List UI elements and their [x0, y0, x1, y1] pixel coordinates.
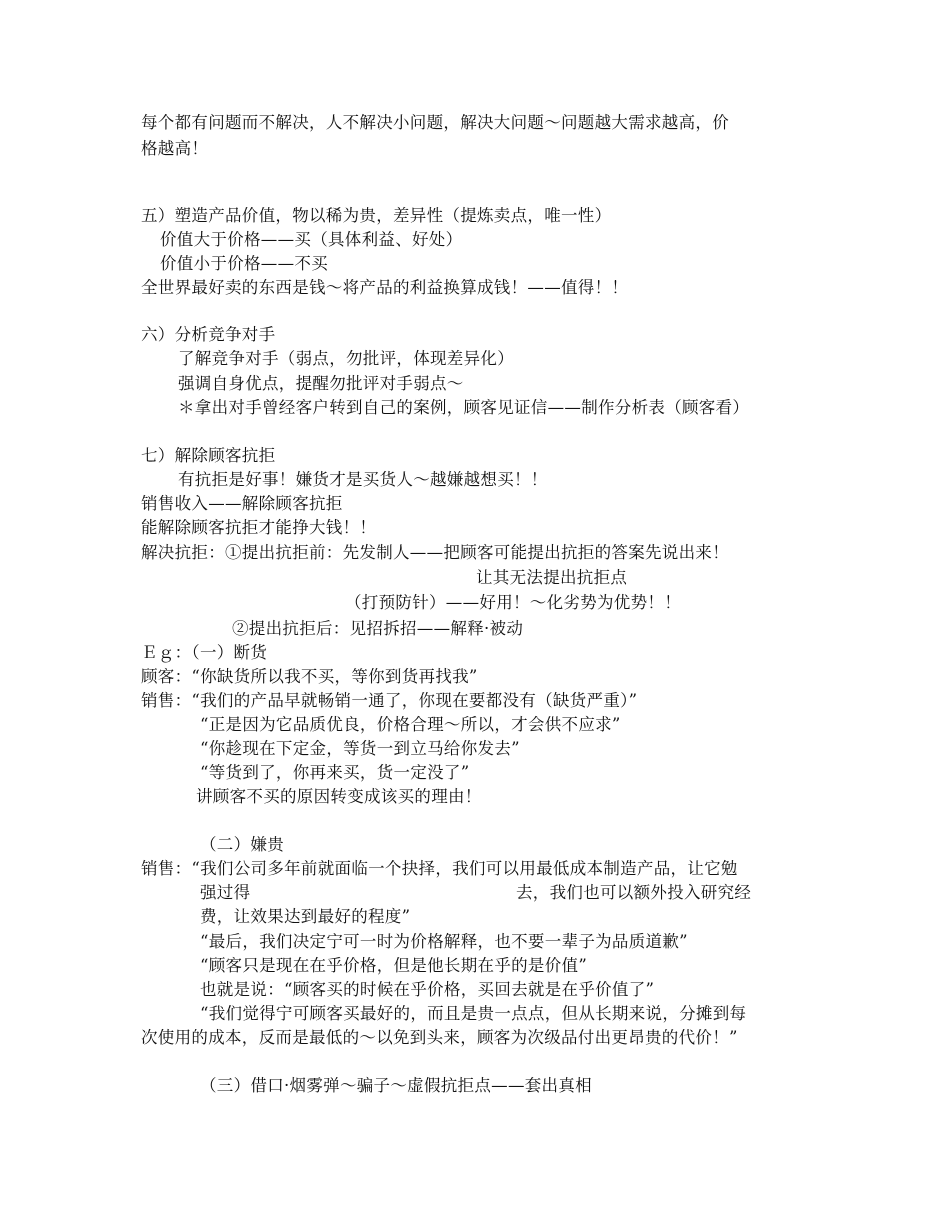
text-line: “你趁现在下定金，等货一到立马给你发去”: [200, 739, 520, 758]
text-line: “最后，我们决定宁可一时为价格解释，也不要一辈子为品质道歉”: [200, 932, 688, 951]
text-line: “正是因为它品质优良，价格合理～所以，才会供不应求”: [200, 715, 621, 734]
text-line: 让其无法提出抗拒点: [476, 568, 628, 587]
text-line: ②提出抗拒后：见招拆招——解释·被动: [232, 619, 524, 638]
text-line: 销售收入——解除顾客抗拒: [141, 494, 343, 513]
text-line: 也就是说：“顾客买的时候在乎价格，买回去就是在乎价值了”: [200, 980, 655, 999]
subsection-heading: （三）借口·烟雾弹～骗子～虚假抗拒点——套出真相: [200, 1076, 592, 1095]
text-line: 讲顾客不买的原因转变成该买的理由！: [196, 787, 482, 806]
text-line: 价值小于价格——不买: [160, 254, 328, 273]
text-line: 销售：“我们的产品早就畅销一通了，你现在要都没有（缺货严重）”: [141, 691, 638, 710]
text-line: 费，让效果达到最好的程度”: [200, 907, 411, 926]
text-line: 次使用的成本，反而是最低的～以免到头来，顾客为次级品付出更昂贵的代价！”: [141, 1028, 738, 1047]
text-line: 顾客：“你缺货所以我不买，等你到货再找我”: [141, 667, 478, 686]
text-line: 销售：“我们公司多年前就面临一个抉择，我们可以用最低成本制造产品，让它勉: [141, 859, 738, 878]
text-line: “我们觉得宁可顾客买最好的，而且是贵一点点，但从长期来说，分摊到每: [200, 1004, 747, 1023]
text-line: “顾客只是现在在乎价格，但是他长期在乎的是价值”: [200, 956, 588, 975]
text-line: 价值大于价格——买（具体利益、好处）: [160, 230, 463, 249]
text-line: 解决抗拒：①提出抗拒前：先发制人——把顾客可能提出抗拒的答案先说出来！: [141, 543, 729, 562]
text-line: 强调自身优点，提醒勿批评对手弱点～: [178, 374, 464, 393]
text-line: 强过得: [200, 883, 251, 902]
section-heading: 六）分析竞争对手: [141, 325, 276, 344]
text-line: 能解除顾客抗拒才能挣大钱！！: [141, 518, 377, 537]
section-heading: 五）塑造产品价值，物以稀为贵，差异性（提炼卖点，唯一性）: [141, 206, 612, 225]
text-line: 了解竞争对手（弱点，勿批评，体现差异化）: [178, 349, 514, 368]
text-line: 格越高！: [141, 139, 209, 158]
text-line: 去，我们也可以额外投入研究经: [516, 883, 752, 902]
text-line: 每个都有问题而不解决，人不解决小问题，解决大问题～问题越大需求越高，价: [141, 113, 729, 132]
subsection-heading: （二）嫌贵: [200, 835, 284, 854]
text-line: Ｅｇ：（一）断货: [141, 643, 268, 662]
text-line: ＊拿出对手曾经客户转到自己的案例，顾客见证信——制作分析表（顾客看）: [178, 398, 750, 417]
text-line: 有抗拒是好事！嫌货才是买货人～越嫌越想买！！: [178, 470, 548, 489]
text-line: 全世界最好卖的东西是钱～将产品的利益换算成钱！——值得！！: [141, 278, 629, 297]
text-line: “等货到了，你再来买，货一定没了”: [200, 763, 470, 782]
section-heading: 七）解除顾客抗拒: [141, 446, 276, 465]
text-line: （打预防针）——好用！～化劣势为优势！！: [345, 593, 681, 612]
